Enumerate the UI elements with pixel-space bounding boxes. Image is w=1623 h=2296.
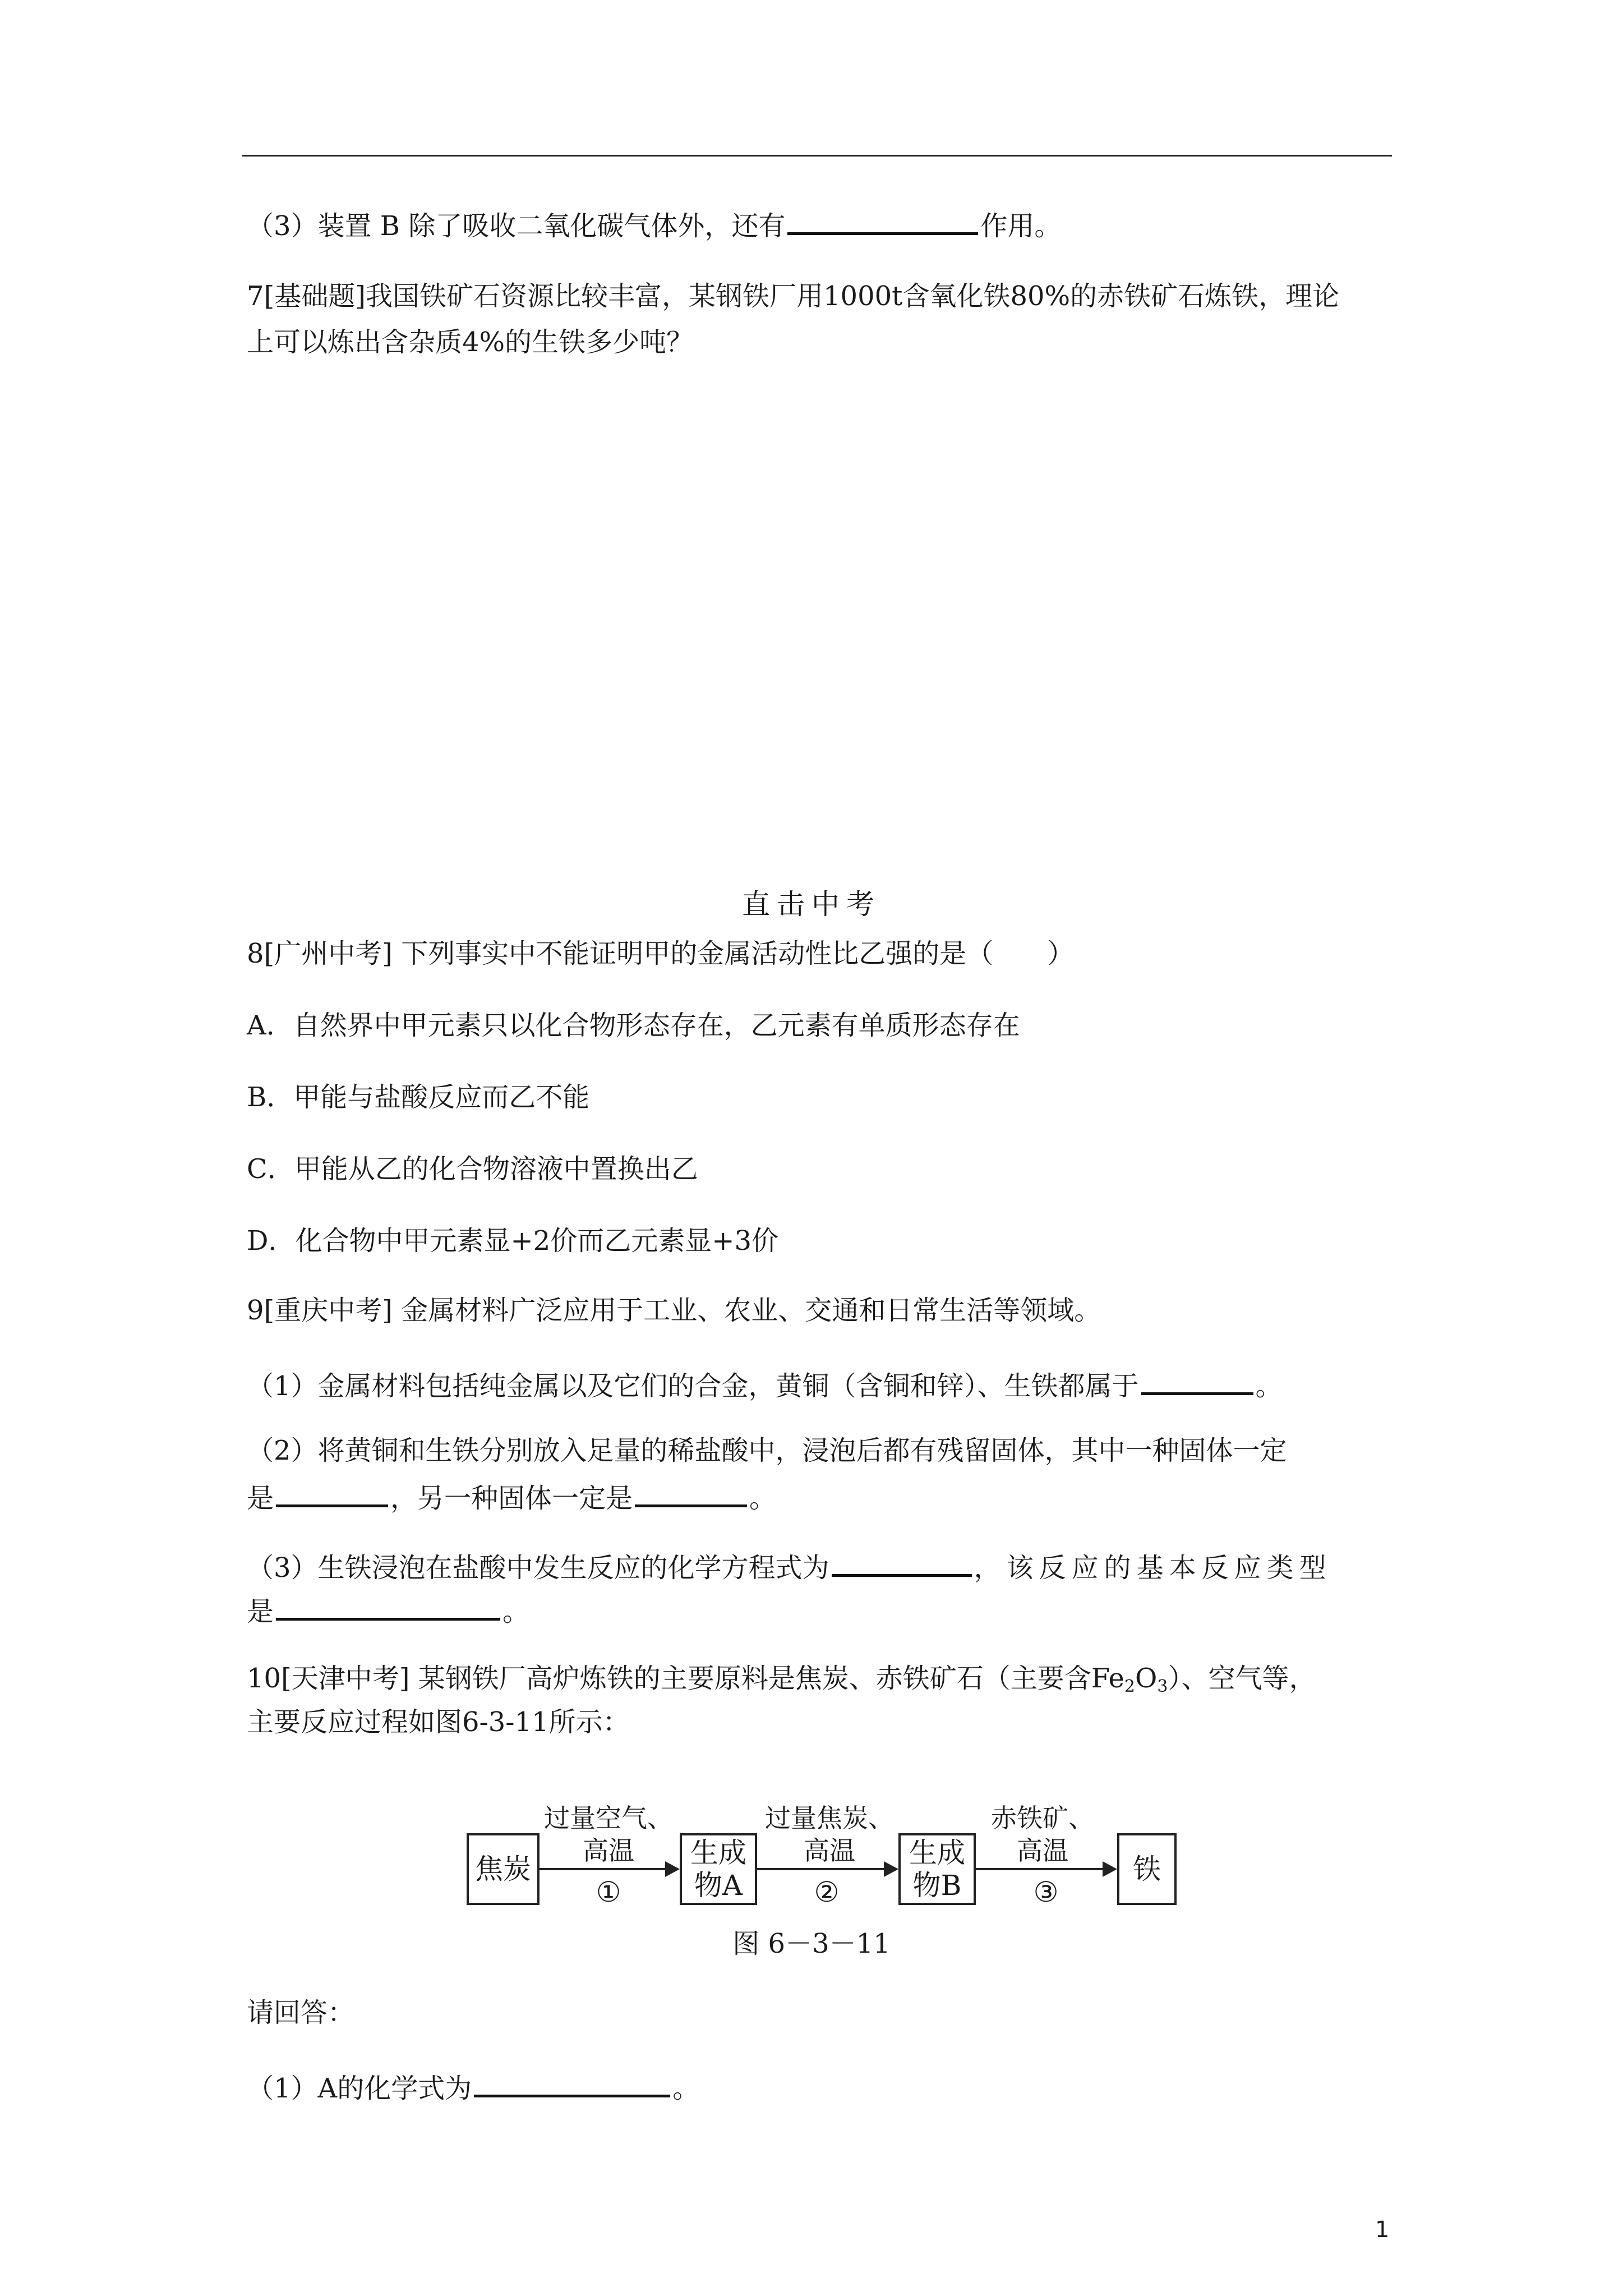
- please-answer: 请回答：: [247, 1997, 355, 2028]
- q9-part2-line1: （2）将黄铜和生铁分别放入足量的稀盐酸中，浸泡后都有残留固体，其中一种固体一定: [247, 1435, 1287, 1466]
- box-coke: 焦炭: [467, 1833, 540, 1905]
- q9-part2-line2: 是 ，另一种固体一定是 。: [247, 1479, 776, 1515]
- answer-blank[interactable]: [474, 2069, 670, 2097]
- q10-line2: 主要反应过程如图6-3-11所示：: [247, 1706, 630, 1738]
- section-title: 直击中考: [742, 888, 881, 921]
- q9-part3-line1: （3）生铁浸泡在盐酸中发生反应的化学方程式为 ，该反应的基本反应类型: [247, 1548, 1391, 1585]
- arrow-3: [976, 1868, 1115, 1870]
- page-number: 1: [1375, 2217, 1390, 2243]
- answer-blank[interactable]: [1141, 1366, 1253, 1395]
- box-iron: 铁: [1117, 1833, 1177, 1905]
- q9-part3-line2: 是 。: [247, 1592, 529, 1628]
- q10-line1: 10[天津中考] 某钢铁厂高炉炼铁的主要原料是焦炭、赤铁矿石（主要含$Fe_2O_3$）、空气等，: [247, 1663, 1316, 1696]
- answer-blank[interactable]: [276, 1592, 500, 1621]
- q7-line1: 7[基础题]我国铁矿石资源比较丰富，某钢铁厂用1000t含氧化铁80%的赤铁矿石炼铁，理论: [247, 280, 1340, 312]
- header-rule: [242, 155, 1392, 157]
- arrow-2-label: 过量焦炭、 高温: [765, 1803, 894, 1866]
- arrow-3-label: 赤铁矿、 高温: [991, 1803, 1094, 1866]
- step-2: ②: [814, 1876, 840, 1908]
- q8-option-b: B．甲能与盐酸反应而乙不能: [247, 1082, 590, 1113]
- q7-line2: 上可以炼出含杂质4%的生铁多少吨？: [247, 326, 694, 358]
- arrow-1-label: 过量空气、 高温: [544, 1803, 673, 1866]
- answer-blank[interactable]: [832, 1548, 972, 1577]
- q8-stem: 8[广州中考] 下列事实中不能证明甲的金属活动性比乙强的是（ ）: [247, 938, 1075, 969]
- answer-blank[interactable]: [635, 1479, 747, 1507]
- box-product-a: 生成 物A: [680, 1833, 757, 1905]
- step-3: ③: [1033, 1876, 1059, 1908]
- q9-part1: （1）金属材料包括纯金属以及它们的合金，黄铜（含铜和锌）、生铁都属于 。: [247, 1366, 1283, 1403]
- q8-option-c: C．甲能从乙的化合物溶液中置换出乙: [247, 1153, 698, 1185]
- answer-blank[interactable]: [276, 1479, 388, 1507]
- answer-blank[interactable]: [787, 206, 978, 235]
- step-1: ①: [596, 1876, 621, 1908]
- arrow-2: [757, 1868, 896, 1870]
- figure-caption: 图 6－3－11: [732, 1928, 891, 1959]
- q8-option-d: D．化合物中甲元素显+2价而乙元素显+3价: [247, 1225, 779, 1257]
- q6-part3: （3）装置 B 除了吸收二氧化碳气体外，还有 作用。: [247, 206, 1061, 243]
- box-product-b: 生成 物B: [898, 1833, 976, 1905]
- arrow-1: [540, 1868, 677, 1870]
- q8-option-a: A．自然界中甲元素只以化合物形态存在，乙元素有单质形态存在: [247, 1010, 1020, 1041]
- q10-part1: （1）A的化学式为 。: [247, 2069, 699, 2105]
- q9-stem: 9[重庆中考] 金属材料广泛应用于工业、农业、交通和日常生活等领域。: [247, 1295, 1101, 1326]
